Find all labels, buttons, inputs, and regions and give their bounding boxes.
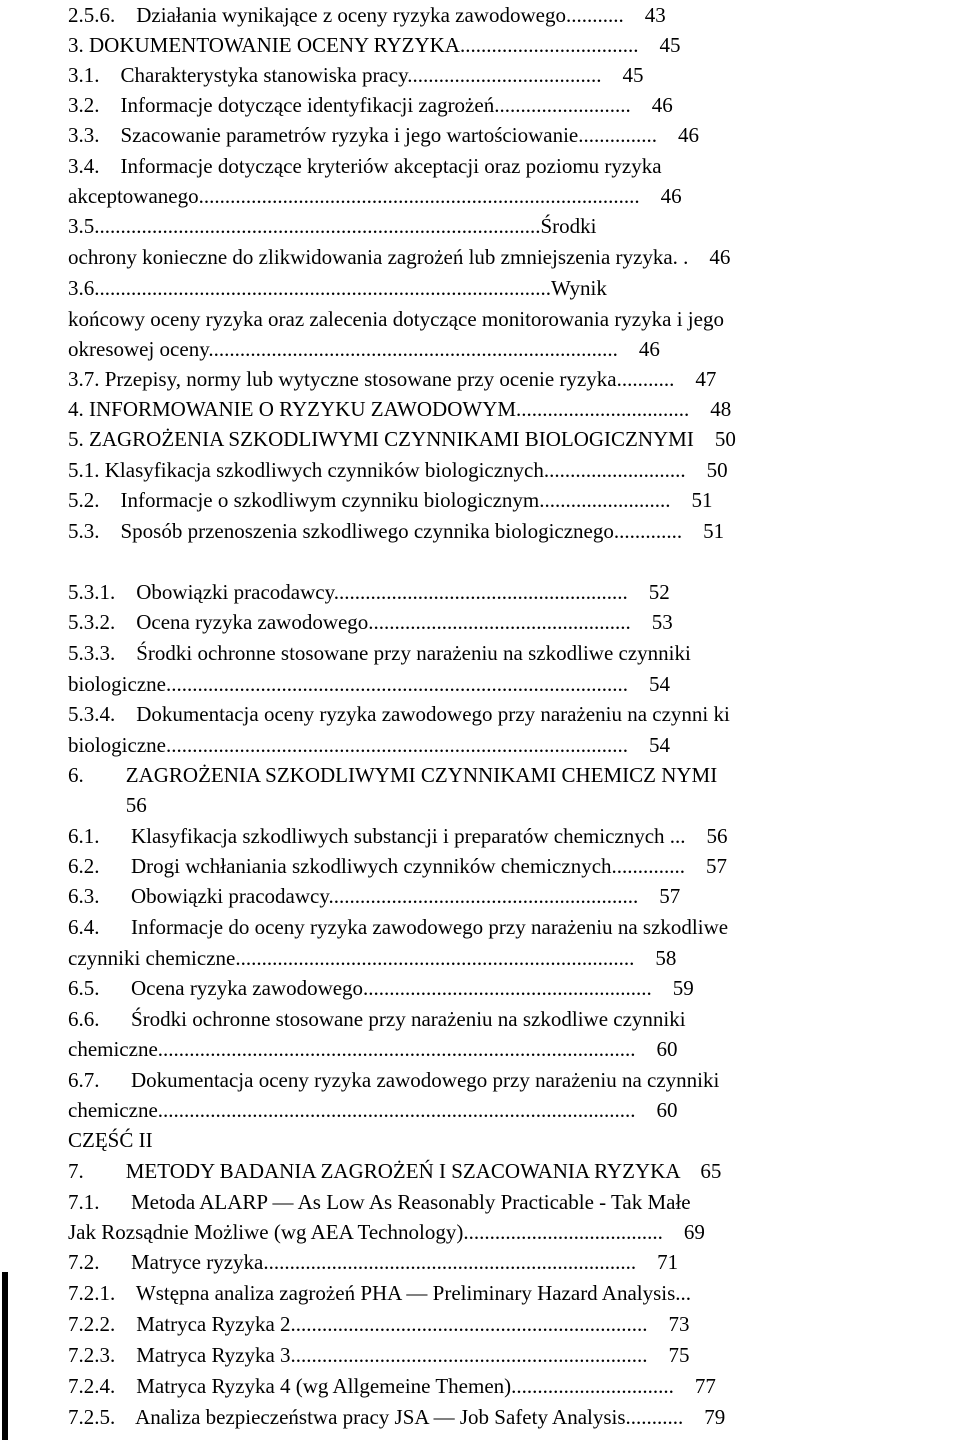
toc-line: 5.3. Sposób przenoszenia szkodliwego czynnika biologicznego............. 51 [68, 519, 725, 543]
toc-line: okresowej oceny.............................................................................. 46 [68, 337, 660, 361]
toc-line: końcowy oceny ryzyka oraz zalecenia dotyczące monitorowania ryzyka i jego [68, 307, 724, 331]
toc-line: 6.1. Klasyfikacja szkodliwych substancji i preparatów chemicznych ... 56 [68, 824, 728, 848]
toc-line: 3.2. Informacje dotyczące identyfikacji zagrożeń.......................... 46 [68, 93, 673, 117]
toc-line: biologiczne........................................................................................ 54 [68, 733, 670, 757]
toc-line: 3.5.....................................................................................Środki [68, 214, 597, 238]
toc-line: czynniki chemiczne............................................................................ 58 [68, 946, 677, 970]
toc-line: 6.5. Ocena ryzyka zawodowego....................................................... 59 [68, 976, 694, 1000]
toc-line: akceptowanego.................................................................................... 46 [68, 184, 682, 208]
toc-line: 5.3.3. Środki ochronne stosowane przy narażeniu na szkodliwe czynniki [68, 641, 691, 665]
toc-line: 7.2. Matryce ryzyka....................................................................... 71 [68, 1250, 679, 1274]
toc-line: 7.2.2. Matryca Ryzyka 2.................................................................... 73 [68, 1312, 690, 1336]
toc-line: 7.2.4. Matryca Ryzyka 4 (wg Allgemeine Themen)............................... 77 [68, 1374, 716, 1398]
toc-line: 3.4. Informacje dotyczące kryteriów akceptacji oraz poziomu ryzyka [68, 154, 662, 178]
toc-line: 6.4. Informacje do oceny ryzyka zawodowego przy narażeniu na szkodliwe [68, 915, 729, 939]
toc-line: 5.2. Informacje o szkodliwym czynniku biologicznym......................... 51 [68, 488, 713, 512]
toc-line: 6. ZAGROŻENIA SZKODLIWYMI CZYNNIKAMI CHEMICZ NYMI [68, 763, 718, 787]
toc-line: ochrony konieczne do zlikwidowania zagrożeń lub zmniejszenia ryzyka. . 46 [68, 245, 731, 269]
toc-line: 7.2.1. Wstępna analiza zagrożeń PHA — Preliminary Hazard Analysis... [68, 1281, 692, 1305]
toc-line: chemiczne........................................................................................... 60 [68, 1098, 678, 1122]
margin-bar [2, 1272, 8, 1440]
toc-line: 6.6. Środki ochronne stosowane przy narażeniu na szkodliwe czynniki [68, 1007, 686, 1031]
toc-line: 3.6.......................................................................................Wynik [68, 276, 607, 300]
toc-line: 6.2. Drogi wchłaniania szkodliwych czynników chemicznych.............. 57 [68, 854, 728, 878]
toc-line: 3.7. Przepisy, normy lub wytyczne stosowane przy ocenie ryzyka........... 47 [68, 367, 717, 391]
toc-line: 3.1. Charakterystyka stanowiska pracy..................................... 45 [68, 63, 644, 87]
toc-line: 6.3. Obowiązki pracodawcy........................................................... 57 [68, 884, 681, 908]
toc-line: 56 [68, 793, 147, 817]
toc-line: 4. INFORMOWANIE O RYZYKU ZAWODOWYM................................. 48 [68, 397, 732, 421]
toc-line: 3.3. Szacowanie parametrów ryzyka i jego wartościowanie............... 46 [68, 123, 699, 147]
toc-line: chemiczne........................................................................................... 60 [68, 1037, 678, 1061]
toc-line: CZĘŚĆ II [68, 1128, 153, 1152]
toc-line: 3. DOKUMENTOWANIE OCENY RYZYKA.................................. 45 [68, 33, 681, 57]
toc-line: 7.2.3. Matryca Ryzyka 3.................................................................... 75 [68, 1343, 690, 1367]
toc-line: 7.2.5. Analiza bezpieczeństwa pracy JSA — Job Safety Analysis........... 79 [68, 1405, 726, 1429]
toc-line: biologiczne........................................................................................ 54 [68, 672, 670, 696]
toc-line: 5.1. Klasyfikacja szkodliwych czynników biologicznych........................... 50 [68, 458, 728, 482]
toc-line: 7. METODY BADANIA ZAGROŻEŃ I SZACOWANIA RYZYKA 65 [68, 1159, 722, 1183]
toc-line: 5. ZAGROŻENIA SZKODLIWYMI CZYNNIKAMI BIOLOGICZNYMI 50 [68, 427, 736, 451]
toc-line: 5.3.1. Obowiązki pracodawcy........................................................ 52 [68, 580, 670, 604]
toc-line: Jak Rozsądnie Możliwe (wg AEA Technology)...................................... 69 [68, 1220, 705, 1244]
toc-line: 5.3.4. Dokumentacja oceny ryzyka zawodowego przy narażeniu na czynni ki [68, 702, 730, 726]
toc-line: 5.3.2. Ocena ryzyka zawodowego.................................................. 53 [68, 610, 673, 634]
toc-line: 2.5.6. Działania wynikające z oceny ryzyka zawodowego........... 43 [68, 3, 666, 27]
toc-line: 7.1. Metoda ALARP — As Low As Reasonably Practicable - Tak Małe [68, 1190, 691, 1214]
toc-line: 6.7. Dokumentacja oceny ryzyka zawodowego przy narażeniu na czynniki [68, 1068, 720, 1092]
